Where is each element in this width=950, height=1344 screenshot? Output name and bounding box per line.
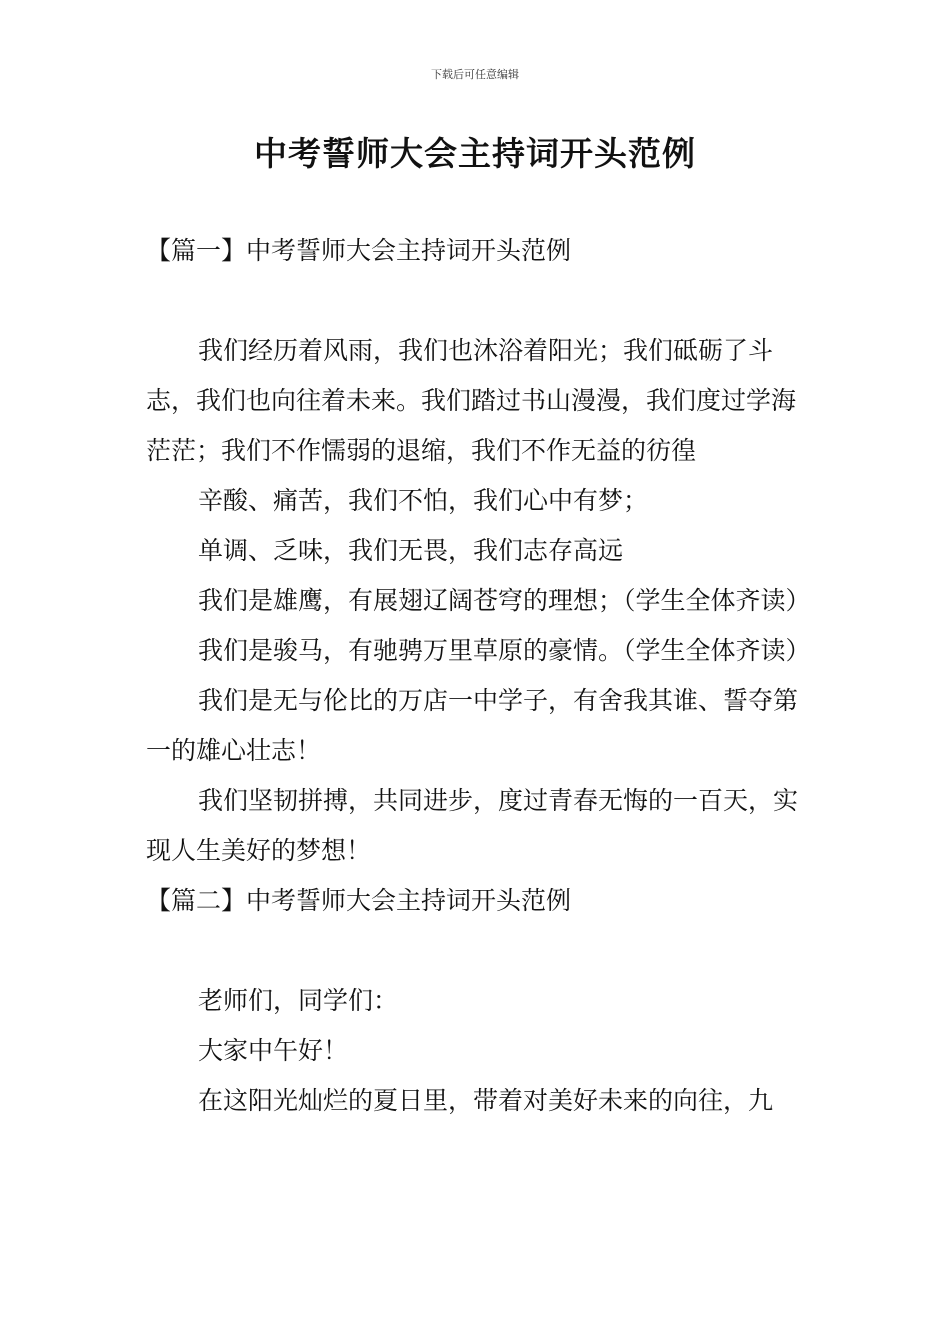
spacer xyxy=(146,276,810,326)
section-2-heading: 【篇二】中考誓师大会主持词开头范例 xyxy=(146,886,572,915)
paragraph: 老师们，同学们： xyxy=(198,986,399,1015)
page-header-note: 下载后可任意编辑 xyxy=(431,68,519,81)
spacer xyxy=(146,926,810,976)
paragraph: 大家中午好！ xyxy=(198,1036,349,1065)
paragraph: 我们是骏马，有驰骋万里草原的豪情。（学生全体齐读） xyxy=(198,636,811,665)
document-body xyxy=(146,226,810,1126)
paragraph: 单调、乏味，我们无畏，我们志存高远 xyxy=(198,536,624,565)
paragraph: 我们是无与伦比的万店一中学子，有舍我其谁、誓夺第一的雄心壮志！ xyxy=(146,686,799,765)
paragraph: 我们是雄鹰，有展翅辽阔苍穹的理想；（学生全体齐读） xyxy=(198,586,811,615)
document-title: 中考誓师大会主持词开头范例 xyxy=(254,134,696,173)
paragraph: 辛酸、痛苦，我们不怕，我们心中有梦； xyxy=(198,486,649,515)
paragraph: 在这阳光灿烂的夏日里，带着对美好未来的向往，九 xyxy=(198,1086,774,1115)
paragraph: 我们坚韧拼搏，共同进步，度过青春无悔的一百天，实现人生美好的梦想！ xyxy=(146,786,799,865)
section-1-heading: 【篇一】中考誓师大会主持词开头范例 xyxy=(146,236,572,265)
paragraph: 我们经历着风雨，我们也沐浴着阳光；我们砥砺了斗志，我们也向往着未来。我们踏过书山漫漫，我们度过学海茫茫；我们不作懦弱的退缩，我们不作无益的彷徨 xyxy=(146,336,797,465)
